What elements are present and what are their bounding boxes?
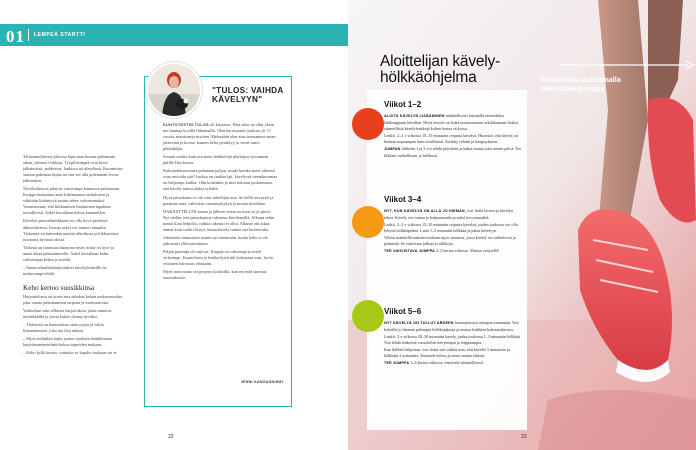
week-heading: Viikot 1–2 xyxy=(384,100,422,109)
intro-paragraph: – Keho kyllä kertoo, tottuuko se lopulta tuokaan vai ei. xyxy=(23,350,118,356)
week-paragraph xyxy=(384,248,524,255)
lead-label: KUNTOTESTIN TULOS xyxy=(163,123,209,127)
week-body: 4–5 kertaa viikossa. Muista venytellä! xyxy=(435,248,500,253)
quote-title: "TULOS: VAIHDA KÄVELYYN" xyxy=(212,86,284,104)
week-lead: TEE VAHVISTAVA JUMPPA xyxy=(384,249,436,253)
quote-paragraph: HARJOITTELUNI ennen ja jälkeen testin on kuin yö ja päivä. Nyt tiedän, että peruskuntoa rakentuu kävelemällä. Alkuun sekin tuntui liian helpolta, vaikka oikeasti ei ollut. Alkuun otti aikaa ennen kuin vauhti löytyi, mutta kävely tuntuu nyt luontevalta. xyxy=(163,208,275,232)
week-body: Lenkit: 2–3 x viikossa 15–20 minuutin reipasta kävelyä, joiden joukossa voi olla lyhyitä hölkkäpätkiä. Lisää 1–2 minuutin hölkkää ja palaa kävelyyn. xyxy=(384,222,518,233)
intro-paragraph: – Myös mihinkin lajiin joutuu ajoittain hankkimaan harjoitusmenetelmiä kehon tarpeiden mukaan. xyxy=(23,336,112,348)
week-paragraph xyxy=(384,113,524,131)
week-body: Lenkit: 2–3 x viikossa 10–15 minuutin reipasta kävelyä. Huomioi, että kävely on hieman nopeampaa kuin tavallisesti. Keskity ryhtiin ja hengitykseen. xyxy=(384,132,519,144)
week-text xyxy=(384,208,524,256)
week-marker-green xyxy=(352,300,384,332)
portrait-illustration xyxy=(148,64,200,116)
week-body: 5–6 kertaa viikossa, venyttele säännöllisesti. xyxy=(409,360,484,365)
quote-column xyxy=(163,122,278,283)
week-marker-orange xyxy=(352,206,384,238)
quote-paragraph xyxy=(163,122,278,152)
page-number-right: 23 xyxy=(521,434,527,440)
week-paragraph xyxy=(384,320,524,333)
article-title: Aloittelijan kävelyhölkkäohjelma xyxy=(380,53,501,86)
author-name: JENNI KANGASNIEMI xyxy=(240,380,283,384)
week-body: Lenkit: 3 x viikossa 20–30 minuutin kävely, jonka joukossa 1–3 minuutin hölkkää. Voit tehdä lenkeistä vuorotellen kevyempiä ja reippaampia. xyxy=(384,334,522,345)
arrow-right-icon xyxy=(560,60,696,70)
week-marker-red xyxy=(352,108,384,140)
week-paragraph xyxy=(384,334,524,346)
header-divider xyxy=(28,29,29,41)
quote-paragraph: Kokonaiskuormasta puhutaan paljon, mutta kuinka moni oikeasti osaa arvioida sitä? Juoksu on rankka laji, kävelyssä treenikuormaa on helpompi hallita. Olin kuitenkin jo niin tottunut juoksemaan, että kävely tuntui aluksi tylsältä. xyxy=(163,168,278,192)
quote-paragraph: Hyvä peruskunto ei ole vain urheilijan asia. Se hellii terveyttä ja parantaa unta, vahvistaa vastustuskykyä ja nostaa mielialaa. xyxy=(163,194,274,206)
week-body: mahdollisesti käymällä esimerkiksi lähikauppaan kävellen. Hyvä tavoite on lisätä tavanomaisen arkiliikunnan lisäksi säännöllisiä kävelylenkkejä kolme kertaa viikossa. xyxy=(384,113,518,131)
week-body: Kun hölkkä helpottuu, voit lisätä sitä vaikka niin, että kävelet 3 minuuttia ja hölkkäät 2 minuuttia. Kuuntele kehoa ja etene omaan tahtiin. xyxy=(384,347,510,358)
intro-column xyxy=(23,154,124,358)
intro-paragraph: Kävelyn perustekniikkaan voi olla hyvä perehtyä alkuvaiheessa. Isompi askel voi tuntua raskaalta. Tärkeintä on kuitenkin nauttia ulkoilusta ja liikkumisen tuomasta hyvästä olosta. xyxy=(23,218,119,242)
week-lead: ALOITA KÄVELYN LISÄÄMINEN xyxy=(384,114,445,118)
week-text xyxy=(384,320,524,368)
week-paragraph xyxy=(384,208,524,221)
week-heading: Viikot 5–6 xyxy=(384,307,422,316)
week-lead: JUMPAN xyxy=(384,146,401,151)
week-heading: Viikot 3–4 xyxy=(384,195,422,204)
next-page-callout: Seuraavalla aukeamalla vahvistava jumppa xyxy=(540,75,621,93)
week-paragraph xyxy=(384,235,524,247)
week-paragraph xyxy=(384,146,524,159)
quote-paragraph: Jokaisesta minuutista nautin nyt enemmän, koska keho ei ole jatkuvasti ylikuormittunut. xyxy=(163,234,268,246)
week-paragraph xyxy=(384,360,524,367)
intro-paragraph: Nivelkohteissa jalat on vaativampi kunnossa pelaamaan. Kroppa mukautuu aina kokemaansa rasitukseen ja vähittäin lisääntyvä rasitus tekee vahvemmaksi. Varmistetaan, että liikkumisen lisääminen tapahtuu turvallisesti. Askel kerrallaan kehoa kuunnellen. xyxy=(23,186,121,216)
intro-paragraph: – Sanaa tekniikkaharjoitukset kävelylenkeille on mukavampi tehdä. xyxy=(23,264,107,276)
intro-paragraph: Tärkeää on tunnistaa huonona myös mistä on kyse ja antaa aikaa palautumiselle. Askel kerrallaan kohti vahvempaa kehoa ja mieltä. xyxy=(23,244,114,262)
page-number-left: 22 xyxy=(168,434,174,440)
week-lead: NYT KÄVELYÄ ON TULLUT ARKEEN xyxy=(384,321,454,325)
week-paragraph xyxy=(384,133,524,145)
chapter-number: 01 xyxy=(6,27,25,46)
intro-paragraph: Valitsehan vain sellaisia harjoituksia, jotka tuntuvat mielekkäiltä ja joista kokee olonsa hyväksi. xyxy=(23,308,112,320)
intro-paragraph: Harjoittelussa on aivan asia tehokas kehon mukavuusalue, joka vastaa palautumisen tarpeita ja motivaatioita. xyxy=(23,293,124,305)
week-body: huomattavasti aiempaa enemmän. Voit kokeilla jo hieman pidempiä hölkkäjaksoja ja nostaa lenkkien kokonaiskestoa. xyxy=(384,320,519,332)
intro-paragraph: – Tärkeintä on kunnioittaa omia rajoja ja valita liikuntamuoto, joka tuo iloa arkeen. xyxy=(23,322,104,334)
quote-text: oli kiistaton. Eikä siksi ne ollut yksin nin huimaa kovilla liikunnalla. Olen harrastanut juoksua yli 15 vuotta, maratoneja myöten. Meleetään olen aina treenannut oman järkeväni ja kovaa, kunnes keho pysähtyy ja viesti sanoi pikkuhiljaa. xyxy=(163,122,276,152)
quote-paragraph: Paljon parempi olo arjessa. Kroppa on vahvempi ja mieli virkeämpi. Kuntoilusta ja lenkkeilystä tuli kokonaan uusi, hyvin erilainen harrastus elämääni. xyxy=(163,248,274,266)
author-photo xyxy=(146,62,202,118)
week-paragraph xyxy=(384,347,524,359)
week-lead: TEE JUMPPA xyxy=(384,361,410,365)
subheading: Keho kertoo suosikkinsa xyxy=(23,283,95,292)
week-lead: NYT, KUN KÄVELYÄ ON ALLA JO HIEMAN, xyxy=(384,209,466,213)
intro-paragraph: Yliluonnollisessa juhossa kipu tuan hiunaa pidemmäs aikaa, yleensä viikkoja. Tyypillisimpiä ovat kivut jalkaterissä, pohkeissa, lonkissa tai alaselässä. Kuormittus saattaa pahentaa kipua tai sitä voi olla pidemmän levon jälkeenkin. xyxy=(23,154,123,184)
week-paragraph xyxy=(384,222,524,234)
quote-paragraph: Sonnin saatiin kuin nin moni lenkkeilijä pluitrajuu ryvimmän pulllle Ilan kovaa. xyxy=(163,154,269,166)
quote-paragraph: Myös motivaatio on pysynyt korkealla, kun en enää stressaa suorituksista. xyxy=(163,269,267,281)
week-text xyxy=(384,113,524,160)
week-body: voit lisätä kestoa ja kävelyn tehoa. Kävely voi tuntua jo helpommalta ja askel kevyemmältä. xyxy=(384,208,514,220)
week-body: Valitse mahdollisuuksien mukaan myös maastoa, jossa kävely on vaihtelevaa ja pehmeää. Se vahvistaa jalkoja ja nilkkoja. xyxy=(384,235,516,246)
section-title: LEMPEÄ STARTTI xyxy=(34,32,86,38)
week-body: liikkeitä 1 ja 2 voi tehdä päivittäin ja kahta muuta joka toinen päivä. Tee liikkeet rauhallisesti ja hallitusti. xyxy=(384,145,522,158)
